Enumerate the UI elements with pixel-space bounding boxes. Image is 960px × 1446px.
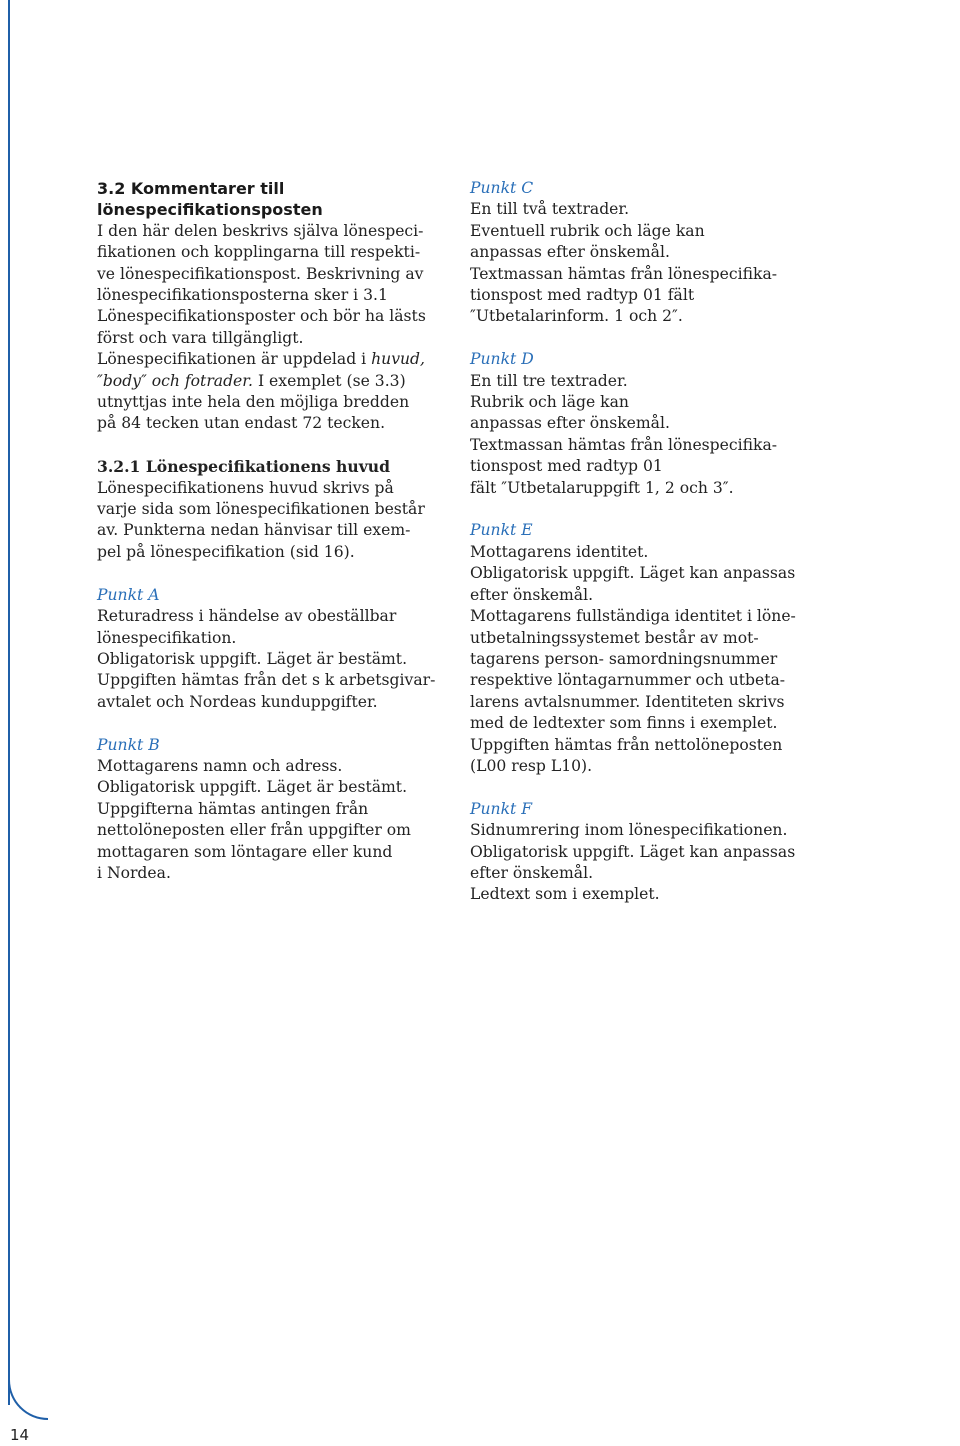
intro-line: I den här delen beskrivs själva lönespeci- xyxy=(97,221,424,240)
section-heading-line-2: lönespecifikationsposten xyxy=(97,200,323,220)
intro-line: lönespecifikationsposterna sker i 3.1 xyxy=(97,286,388,305)
punkt-e-block xyxy=(470,520,810,777)
intro-line: först och vara tillgängligt. xyxy=(97,328,304,347)
punkt-c-label: Punkt C xyxy=(470,179,534,197)
subsection-line: Lönespecifikationens huvud skrivs på xyxy=(97,478,394,497)
punkt-a-line: Obligatorisk uppgift. Läget är bestämt. xyxy=(97,649,408,668)
punkt-c-line: anpassas efter önskemål. xyxy=(470,243,670,262)
section-3-2 xyxy=(97,178,437,435)
page-number: 14 xyxy=(10,1426,30,1444)
punkt-b-line: nettolöneposten eller från uppgifter om xyxy=(97,821,411,840)
punkt-e-line: Uppgiften hämtas från nettolöneposten xyxy=(470,735,783,754)
intro-line: fikationen och kopplingarna till respekti- xyxy=(97,243,421,262)
punkt-b-block xyxy=(97,735,437,885)
intro-line xyxy=(97,371,437,392)
punkt-e-line: Mottagarens fullständiga identitet i löne- xyxy=(470,607,796,626)
punkt-b-line: Mottagarens namn och adress. xyxy=(97,756,343,775)
section-heading-line-1: 3.2 Kommentarer till xyxy=(97,179,285,198)
punkt-d-line: fält ″Utbetalaruppgift 1, 2 och 3″. xyxy=(470,478,734,497)
punkt-a-line: lönespecifikation. xyxy=(97,628,237,647)
punkt-e-line: tagarens person- samordningsnummer xyxy=(470,649,778,668)
punkt-d-line: En till tre textrader. xyxy=(470,371,628,390)
punkt-e-line: larens avtalsnummer. Identiteten skrivs xyxy=(470,692,785,711)
punkt-b-line: Uppgifterna hämtas antingen från xyxy=(97,799,369,818)
intro-line: utnyttjas inte hela den möjliga bredden xyxy=(97,393,410,412)
punkt-f-block xyxy=(470,799,810,906)
subsection-line: av. Punkterna nedan hänvisar till exem- xyxy=(97,521,411,540)
punkt-c-line: tionspost med radtyp 01 fält xyxy=(470,286,695,305)
intro-line: Lönespecifikationsposter och bör ha lästs xyxy=(97,307,426,326)
punkt-d-line: anpassas efter önskemål. xyxy=(470,414,670,433)
punkt-f-line: Ledtext som i exemplet. xyxy=(470,885,660,904)
intro-line: ve lönespecifikationspost. Beskrivning av xyxy=(97,264,424,283)
punkt-a-line: avtalet och Nordeas kunduppgifter. xyxy=(97,692,378,711)
punkt-a-line: Returadress i händelse av obeställbar xyxy=(97,607,397,626)
punkt-a-label: Punkt A xyxy=(97,585,160,604)
subsection-line: varje sida som lönespecifikationen består xyxy=(97,500,425,519)
punkt-d-block xyxy=(470,349,810,499)
punkt-c-line: En till två textrader. xyxy=(470,200,630,219)
punkt-e-line: utbetalningssystemet består av mot- xyxy=(470,628,759,647)
punkt-e-line: Mottagarens identitet. xyxy=(470,542,649,561)
subsection-line: pel på lönespecifikation (sid 16). xyxy=(97,542,355,561)
punkt-f-line: efter önskemål. xyxy=(470,863,594,882)
page-frame-corner xyxy=(8,1380,48,1420)
page-frame-line xyxy=(8,0,10,1405)
punkt-e-line: Obligatorisk uppgift. Läget kan anpassas xyxy=(470,564,796,583)
punkt-d-line: tionspost med radtyp 01 xyxy=(470,457,663,476)
intro-italic-body: ″body″ och fotrader. xyxy=(97,371,253,390)
punkt-c-line: ″Utbetalarinform. 1 och 2″. xyxy=(470,307,683,326)
intro-italic-huvud: huvud, xyxy=(371,350,425,369)
left-column xyxy=(97,178,437,884)
section-3-2-1 xyxy=(97,456,437,563)
punkt-d-line: Textmassan hämtas från lönespecifika- xyxy=(470,435,778,454)
punkt-c-line: Eventuell rubrik och läge kan xyxy=(470,221,705,240)
intro-text: Lönespecifikationen är uppdelad i xyxy=(97,350,372,369)
punkt-b-line: Obligatorisk uppgift. Läget är bestämt. xyxy=(97,778,408,797)
punkt-b-line: mottagaren som löntagare eller kund xyxy=(97,842,393,861)
punkt-c-block xyxy=(470,178,810,328)
punkt-b-line: i Nordea. xyxy=(97,863,171,882)
punkt-e-label: Punkt E xyxy=(470,521,533,540)
punkt-e-line: respektive löntagarnummer och utbeta- xyxy=(470,671,786,690)
punkt-d-line: Rubrik och läge kan xyxy=(470,393,629,412)
punkt-e-line: (L00 resp L10). xyxy=(470,756,593,775)
punkt-f-line: Sidnumrering inom lönespecifikationen. xyxy=(470,821,788,840)
subsection-heading: 3.2.1 Lönespecifikationens huvud xyxy=(97,457,391,477)
punkt-f-line: Obligatorisk uppgift. Läget kan anpassas xyxy=(470,842,796,861)
punkt-f-label: Punkt F xyxy=(470,799,533,818)
punkt-a-block xyxy=(97,585,437,713)
punkt-b-label: Punkt B xyxy=(97,735,160,754)
punkt-e-line: efter önskemål. xyxy=(470,585,594,604)
intro-line: på 84 tecken utan endast 72 tecken. xyxy=(97,414,386,433)
punkt-d-label: Punkt D xyxy=(470,350,534,369)
intro-text: I exemplet (se 3.3) xyxy=(252,371,406,390)
right-column xyxy=(470,178,810,906)
punkt-c-line: Textmassan hämtas från lönespecifika- xyxy=(470,264,778,283)
intro-line xyxy=(97,349,437,370)
punkt-a-line: Uppgiften hämtas från det s k arbetsgivar- xyxy=(97,671,436,690)
punkt-e-line: med de ledtexter som finns i exemplet. xyxy=(470,714,778,733)
